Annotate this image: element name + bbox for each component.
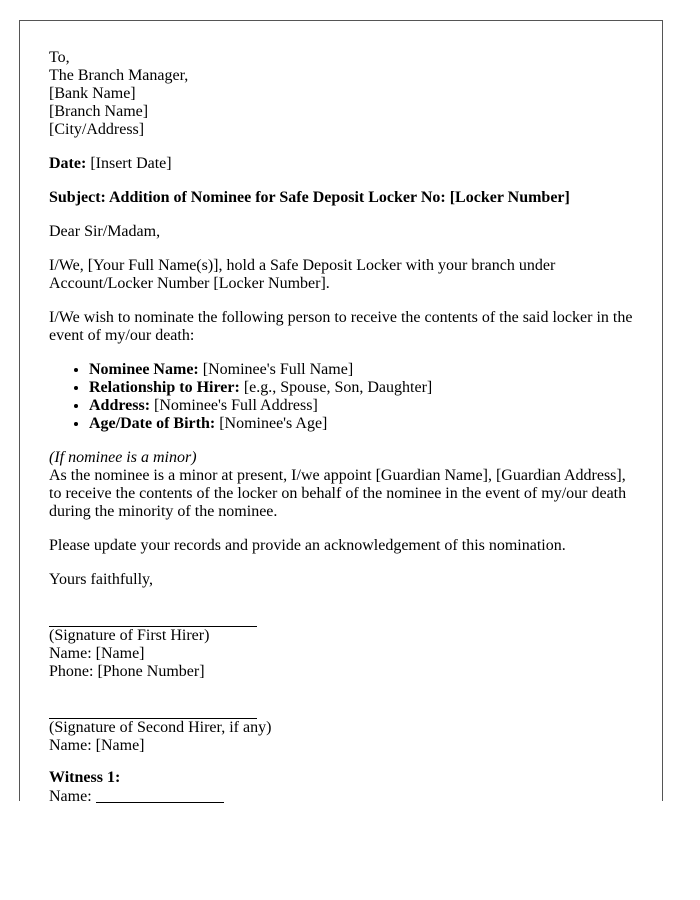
- hirer-phone: Phone: [Phone Number]: [49, 663, 205, 680]
- subject-line: [49, 189, 633, 207]
- intro-paragraph: I/We, [Your Full Name(s)], hold a Safe Deposit Locker with your branch under Account/Locker Number [Locker Number].: [49, 257, 556, 292]
- item-value: [Nominee's Full Name]: [202, 361, 354, 378]
- second-hirer-signature-block: [49, 701, 633, 755]
- hirer-name: Name: [Name]: [49, 645, 145, 662]
- city-address: [City/Address]: [49, 121, 145, 138]
- list-item: [89, 415, 633, 433]
- witness-name-blank: [96, 787, 224, 803]
- item-label: Relationship to Hirer:: [89, 379, 240, 396]
- date-label: Date:: [49, 155, 87, 172]
- item-value: [Nominee's Age]: [219, 415, 328, 432]
- branch-name: [Branch Name]: [49, 103, 149, 120]
- letter-page: [19, 20, 663, 805]
- list-item: [89, 379, 633, 397]
- witness-block: [49, 769, 633, 806]
- list-item: [89, 361, 633, 379]
- minor-paragraph: As the nominee is a minor at present, I/we appoint [Guardian Name], [Guardian Address], to receive the contents of the locker on behalf of the nominee in the event of my/our death during the minority of the nominee.: [49, 467, 627, 520]
- item-label: Age/Date of Birth:: [89, 415, 216, 432]
- recipient-address: [49, 49, 633, 139]
- subject-text: Subject: Addition of Nominee for Safe Deposit Locker No: [Locker Number]: [49, 189, 570, 206]
- item-value: [e.g., Spouse, Son, Daughter]: [243, 379, 433, 396]
- signature-line: [49, 701, 257, 719]
- to-line: To,: [49, 49, 70, 66]
- date-value: [Insert Date]: [90, 155, 172, 172]
- bank-name: [Bank Name]: [49, 85, 136, 102]
- salutation: Dear Sir/Madam,: [49, 223, 161, 240]
- minor-section: [49, 449, 633, 521]
- nomination-paragraph: I/We wish to nominate the following person to receive the contents of the said locker in the event of my/our death:: [49, 309, 633, 344]
- list-item: [89, 397, 633, 415]
- recipient-line: The Branch Manager,: [49, 67, 189, 84]
- minor-note: (If nominee is a minor): [49, 449, 197, 466]
- nominee-details-list: [49, 361, 633, 433]
- signature-caption: (Signature of Second Hirer, if any): [49, 719, 272, 736]
- signature-line: [49, 609, 257, 627]
- item-value: [Nominee's Full Address]: [154, 397, 318, 414]
- item-label: Address:: [89, 397, 151, 414]
- closing: Yours faithfully,: [49, 571, 154, 588]
- witness-name-label: Name:: [49, 788, 92, 805]
- first-hirer-signature-block: [49, 609, 633, 681]
- signature-caption: (Signature of First Hirer): [49, 627, 210, 644]
- witness-title: Witness 1:: [49, 769, 121, 786]
- date-line: [49, 155, 633, 173]
- item-label: Nominee Name:: [89, 361, 199, 378]
- request-paragraph: Please update your records and provide an acknowledgement of this nomination.: [49, 537, 566, 554]
- hirer-name: Name: [Name]: [49, 737, 145, 754]
